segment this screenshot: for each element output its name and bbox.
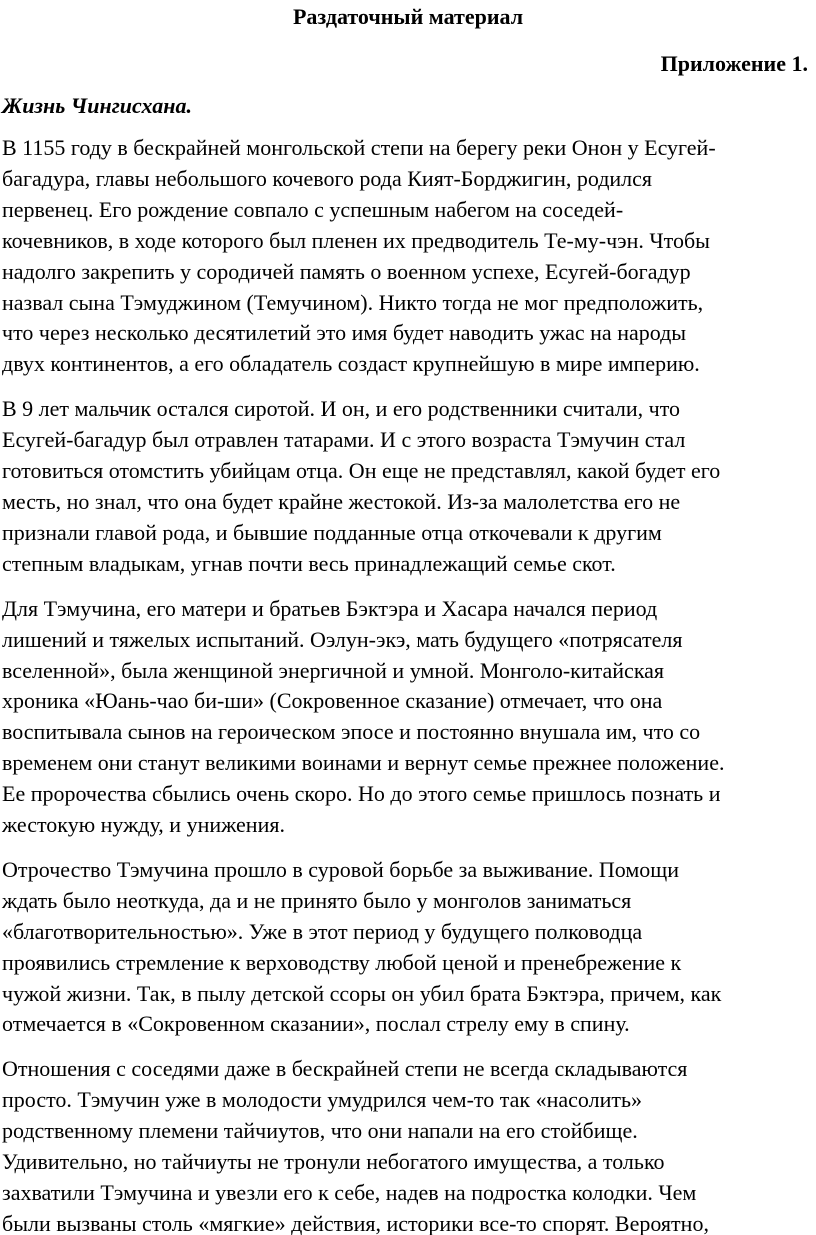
paragraph-line: готовиться отомстить убийцам отца. Он еще не представлял, какой будет его	[2, 458, 721, 484]
appendix-label: Приложение 1.	[660, 51, 808, 76]
paragraph-line: назвал сына Тэмуджином (Темучином). Никто тогда не мог предположить,	[2, 289, 704, 315]
paragraph-line: просто. Тэмучин уже в молодости умудрился чем-то так «насолить»	[2, 1087, 642, 1113]
paragraph-line: хроника «Юань-чао би-ши» (Сокровенное сказание) отмечает, что она	[2, 688, 663, 714]
paragraph-line: месть, но знал, что она будет крайне жестокой. Из-за малолетства его не	[2, 488, 681, 514]
paragraph-line: Удивительно, но тайчиуты не тронули небогатого имущества, а только	[2, 1149, 665, 1175]
paragraph-5	[2, 1054, 810, 1235]
paragraph-line: Отрочество Тэмучина прошло в суровой борьбе за выживание. Помощи	[2, 856, 680, 882]
paragraph-2	[2, 394, 810, 579]
paragraph-line: чужой жизни. Так, в пылу детской ссоры он убил брата Бэктэра, причем, как	[2, 980, 722, 1006]
section-heading: Жизнь Чингисхана.	[2, 93, 192, 118]
document-title: Раздаточный материал	[292, 4, 524, 29]
paragraph-line: кочевников, в ходе которого был пленен их предводитель Те-му-чэн. Чтобы	[2, 227, 710, 253]
paragraph-3	[2, 594, 810, 841]
paragraph-line: В 1155 году в бескрайней монгольской степи на берегу реки Онон у Есугей-	[2, 135, 716, 160]
paragraph-line: воспитывала сынов на героическом эпосе и постоянно внушала им, что со	[2, 719, 701, 745]
paragraph-line: Есугей-багадур был отравлен татарами. И с этого возраста Тэмучин стал	[2, 427, 686, 453]
paragraph-line: «благотворительностью». Уже в этот период у будущего полководца	[2, 918, 643, 944]
paragraph-line: проявились стремление к верховодству любой ценой и пренебрежение к	[2, 949, 682, 975]
paragraph-line: степным владыкам, угнав почти весь принадлежащий семье скот.	[2, 550, 616, 576]
paragraph-line: отмечается в «Сокровенном сказании», послал стрелу ему в спину.	[2, 1011, 630, 1037]
paragraph-4	[2, 855, 810, 1040]
paragraph-1	[2, 133, 810, 380]
paragraph-line: лишений и тяжелых испытаний. Оэлун-экэ, мать будущего «потрясателя	[2, 626, 683, 652]
paragraph-line: надолго закрепить у сородичей память о военном успехе, Есугей-богадур	[2, 258, 691, 284]
paragraph-line: ждать было неоткуда, да и не принято было у монголов заниматься	[2, 887, 632, 913]
paragraph-line: Ее пророчества сбылись очень скоро. Но до этого семье пришлось познать и	[2, 781, 721, 807]
paragraph-line: признали главой рода, и бывшие подданные отца откочевали к другим	[2, 519, 662, 545]
paragraph-line: первенец. Его рождение совпало с успешным набегом на соседей-	[2, 196, 624, 222]
paragraph-line: вселенной», была женщиной энергичной и умной. Монголо-китайская	[2, 657, 665, 683]
paragraph-line: родственному племени тайчиутов, что они напали на его стойбище.	[2, 1118, 638, 1144]
paragraph-line: Для Тэмучина, его матери и братьев Бэктэра и Хасара начался период	[2, 595, 658, 621]
paragraph-line: багадура, главы небольшого кочевого рода Кият-Борджигин, родился	[2, 165, 653, 191]
paragraph-line: были вызваны столь «мягкие» действия, историки все-то спорят. Вероятно,	[2, 1210, 709, 1235]
body-text	[2, 133, 810, 1235]
paragraph-line: двух континентов, а его обладатель создаст крупнейшую в мире империю.	[2, 351, 700, 377]
paragraph-line: временем они станут великими воинами и вернут семье прежнее положение.	[2, 750, 725, 776]
paragraph-line: захватили Тэмучина и увезли его к себе, надев на подростка колодки. Чем	[2, 1180, 697, 1205]
paragraph-line: жестокую нужду, и унижения.	[2, 812, 285, 838]
paragraph-line: Отношения с соседями даже в бескрайней степи не всегда складываются	[2, 1056, 688, 1082]
paragraph-line: В 9 лет мальчик остался сиротой. И он, и его родственники считали, что	[2, 396, 681, 422]
paragraph-line: что через несколько десятилетий это имя будет наводить ужас на народы	[2, 320, 687, 346]
